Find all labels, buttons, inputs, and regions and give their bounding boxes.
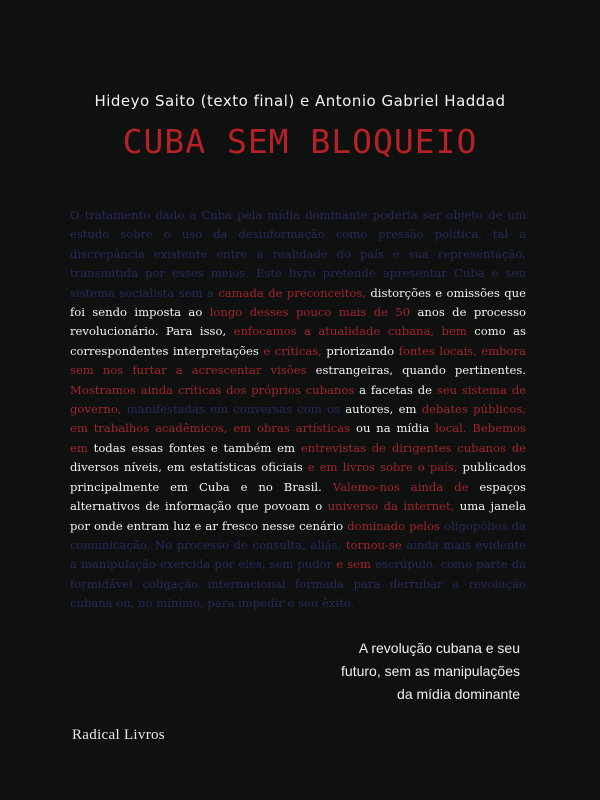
synopsis-segment: camada de preconceitos, — [218, 285, 371, 300]
synopsis-segment: uma janela por onde entram luz e ar fresco nesse cenário — [70, 499, 526, 533]
synopsis-segment: e sem — [336, 557, 376, 572]
synopsis-segment: dominado pelos — [347, 518, 445, 533]
synopsis-segment: meios. Este livro pretende apresentar Cuba e seu sistema socialista sem a — [70, 266, 526, 300]
synopsis-segment: Mostramos ainda críticas dos próprios — [70, 382, 306, 397]
synopsis-segment: longo desses pouco mais de 50 — [209, 305, 418, 320]
synopsis-segment: todas essas fontes e também em — [93, 440, 301, 455]
tagline-line: A revolução cubana e seu — [358, 640, 520, 656]
synopsis-segment: seu sistema de governo, — [70, 382, 526, 417]
tagline-line: futuro, sem as manipulações — [341, 663, 520, 679]
tagline — [220, 637, 520, 706]
synopsis-segment: e críticas, — [263, 343, 327, 358]
synopsis-segment: distorções e omissões que foi sendo imposta ao — [70, 285, 526, 320]
synopsis-segment: estudo sobre o uso da desinformação como pressão política, tal a discrepância — [70, 227, 526, 261]
synopsis-segment: Valemo-nos ainda de — [332, 479, 480, 494]
synopsis-segment: autores, em — [345, 402, 422, 417]
synopsis-segment: escrúpulo, como parte da formidável coligação internacional formada — [70, 557, 526, 591]
synopsis-segment: e em livros sobre o país, — [307, 460, 463, 475]
synopsis-segment: tornou-se — [345, 537, 407, 552]
synopsis-segment: anos de processo revolucionário. Para isso, — [70, 305, 527, 339]
synopsis-segment: debates públicos, em trabalhos acadêmicos, em obras — [70, 402, 526, 436]
synopsis-segment: manifestadas em conversas — [126, 402, 298, 417]
synopsis-segment: como as correspondentes interpretações — [70, 324, 526, 358]
synopsis-segment: com os — [297, 402, 346, 417]
synopsis-segment: estrangeiras, quando pertinentes. — [315, 363, 526, 378]
authors-line: Hideyo Saito (texto final) e Antonio Gabriel Haddad — [94, 92, 506, 110]
synopsis-segment: existente entre a realidade do país e sua representação, transmitida por esses — [70, 246, 526, 281]
synopsis-segment: para derrubar a revolução cubana ou, no mínimo, para impedir o seu êxito. — [70, 576, 526, 611]
synopsis-text — [70, 206, 526, 614]
synopsis-segment: O tratamento dado a Cuba pela mídia dominante poderia ser objeto de um — [70, 208, 526, 222]
synopsis-segment: ou na mídia — [356, 421, 436, 436]
synopsis-segment: universo da internet, — [327, 499, 460, 514]
synopsis-segment: artísticas — [295, 421, 356, 436]
synopsis-segment: diversos níveis, em estatísticas oficiais — [70, 460, 308, 475]
synopsis-segment: publicados principalmente em Cuba e no Brasil. — [70, 460, 527, 494]
synopsis-segment: cubanos — [305, 382, 360, 397]
synopsis-segment: entrevistas de dirigentes cubanos de — [300, 440, 527, 455]
publisher-name: Radical Livros — [72, 727, 165, 743]
synopsis-segment: a facetas de — [359, 382, 437, 397]
tagline-line: da mídia dominante — [397, 686, 520, 702]
synopsis-segment: priorizando — [326, 343, 399, 358]
synopsis-segment: fontes locais, embora sem nos furtar a acrescentar visões — [70, 343, 526, 378]
synopsis-segment: oligopólios da comunicação. No processo de consulta, aliás, — [70, 518, 526, 552]
synopsis-segment: local. Bebemos em — [70, 421, 526, 455]
synopsis-segment: espaços alternativos de informação que povoam o — [70, 479, 526, 514]
synopsis-segment: enfocamos a atualidade cubana, bem — [233, 324, 475, 339]
synopsis-segment: ainda mais evidente a manipulação exercida por eles, sem pudor — [70, 537, 526, 572]
book-title: CUBA SEM BLOQUEIO — [122, 122, 478, 161]
